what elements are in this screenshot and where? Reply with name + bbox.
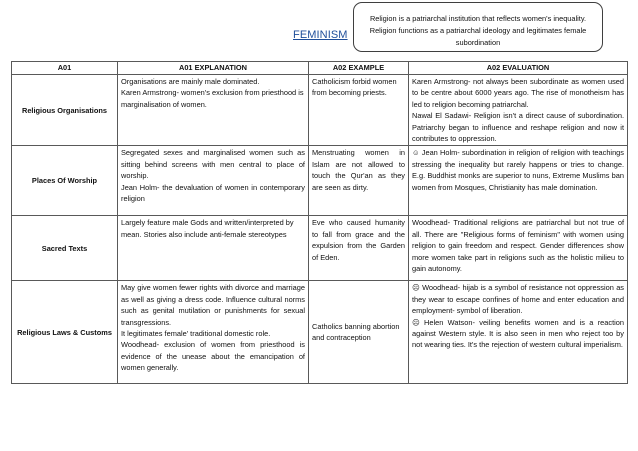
explanation-text: Largely feature male Gods and written/interpreted by mean. Stories also include anti-female stereotypes: [121, 218, 294, 239]
example-cell: Catholicism forbid women from becoming priests.: [309, 75, 409, 146]
explanation-text: Woodhead- exclusion of women from priesthood is evidence of the unease about the emancipation of women generally.: [121, 340, 305, 373]
page-title: FEMINISM: [293, 29, 348, 41]
explanation-text: Jean Holm- the devaluation of women in contemporary religion: [121, 182, 305, 204]
explanation-cell: [118, 75, 309, 146]
example-cell: Catholics banning abortion and contraception: [309, 281, 409, 384]
callout-line-1: Religion is a patriarchal institution that reflects women's inequality.: [369, 14, 587, 23]
row-category: Sacred Texts: [12, 216, 118, 281]
evaluation-cell: [409, 75, 628, 146]
explanation-cell: [118, 281, 309, 384]
header-a01-explanation: A01 EXPLANATION: [118, 62, 309, 75]
example-cell: Menstruating women in Islam are not allowed to touch the Qur'an as they are seen as dirty.: [309, 146, 409, 216]
header-a01: A01: [12, 62, 118, 75]
explanation-text: Segregated sexes and marginalised women such as sitting behind screens with men central to place of worship.: [121, 148, 305, 181]
table-row: [12, 75, 628, 146]
evaluation-cell: [409, 281, 628, 384]
row-category: Religious Organisations: [12, 75, 118, 146]
feminism-table: [11, 61, 628, 384]
evaluation-text: Woodhead- Traditional religions are patriarchal but not true of all. There are "Religious forms of feminism" with women using religion to gain freedom and respect. Gender differences show more women take part in religions such as the holistic milieu to gain autonomy.: [412, 218, 624, 274]
evaluation-cell: [409, 216, 628, 281]
evaluation-text: ☹ Woodhead- hijab is a symbol of resistance not oppression as they wear to escape confines of home and enter education and employment- symbol of liberation.: [412, 283, 624, 316]
explanation-text: May give women fewer rights with divorce and marriage as well as giving a dress code. Influence cultural norms such as genital mutilation or punishments for sexual transgressions.: [121, 283, 305, 327]
evaluation-cell: [409, 146, 628, 216]
example-cell: Eve who caused humanity to fall from grace and the expulsion from the Garden of Eden.: [309, 216, 409, 281]
explanation-cell: [118, 216, 309, 281]
thesis-callout-box: [353, 2, 603, 52]
explanation-text: Karen Armstrong- women's exclusion from priesthood is marginalisation of women.: [121, 88, 304, 109]
explanation-cell: [118, 146, 309, 216]
explanation-text: It legitimates female' traditional domestic role.: [121, 329, 271, 339]
row-category: Places Of Worship: [12, 146, 118, 216]
evaluation-text: Nawal El Sadawi- Religion isn't a direct cause of subordination. Patriarchy began to influence and reshape religion and now it contributes to oppression.: [412, 111, 624, 144]
table-row: [12, 146, 628, 216]
table-row: [12, 216, 628, 281]
evaluation-text: ☺ Jean Holm- subordination in religion of religion with teachings stressing the inequality but rarely happens or tries to change. E.g. Buddhist monks are superior to nuns, Extreme Muslims ban women from Mosques, Christianity has male domination.: [412, 148, 624, 192]
evaluation-text: Karen Armstrong- not always been subordinate as women used to be centre about 6000 years ago. The rise of monotheism has led to religion becoming patriarchal.: [412, 77, 624, 109]
explanation-text: Organisations are mainly male dominated.: [121, 77, 260, 86]
header-a02-example: A02 EXAMPLE: [309, 62, 409, 75]
evaluation-text: ☹ Helen Watson- veiling benefits women and is a reaction against Western style. It is also seen in men who reject too by not wearing ties. It's the rejection of western cultural imperialism.: [412, 317, 624, 350]
table-header-row: [12, 62, 628, 75]
row-category: Religious Laws & Customs: [12, 281, 118, 384]
callout-line-2: Religion functions as a patriarchal ideology and legitimates female subordination: [369, 26, 587, 47]
header-a02-evaluation: A02 EVALUATION: [409, 62, 628, 75]
table-row: [12, 281, 628, 384]
